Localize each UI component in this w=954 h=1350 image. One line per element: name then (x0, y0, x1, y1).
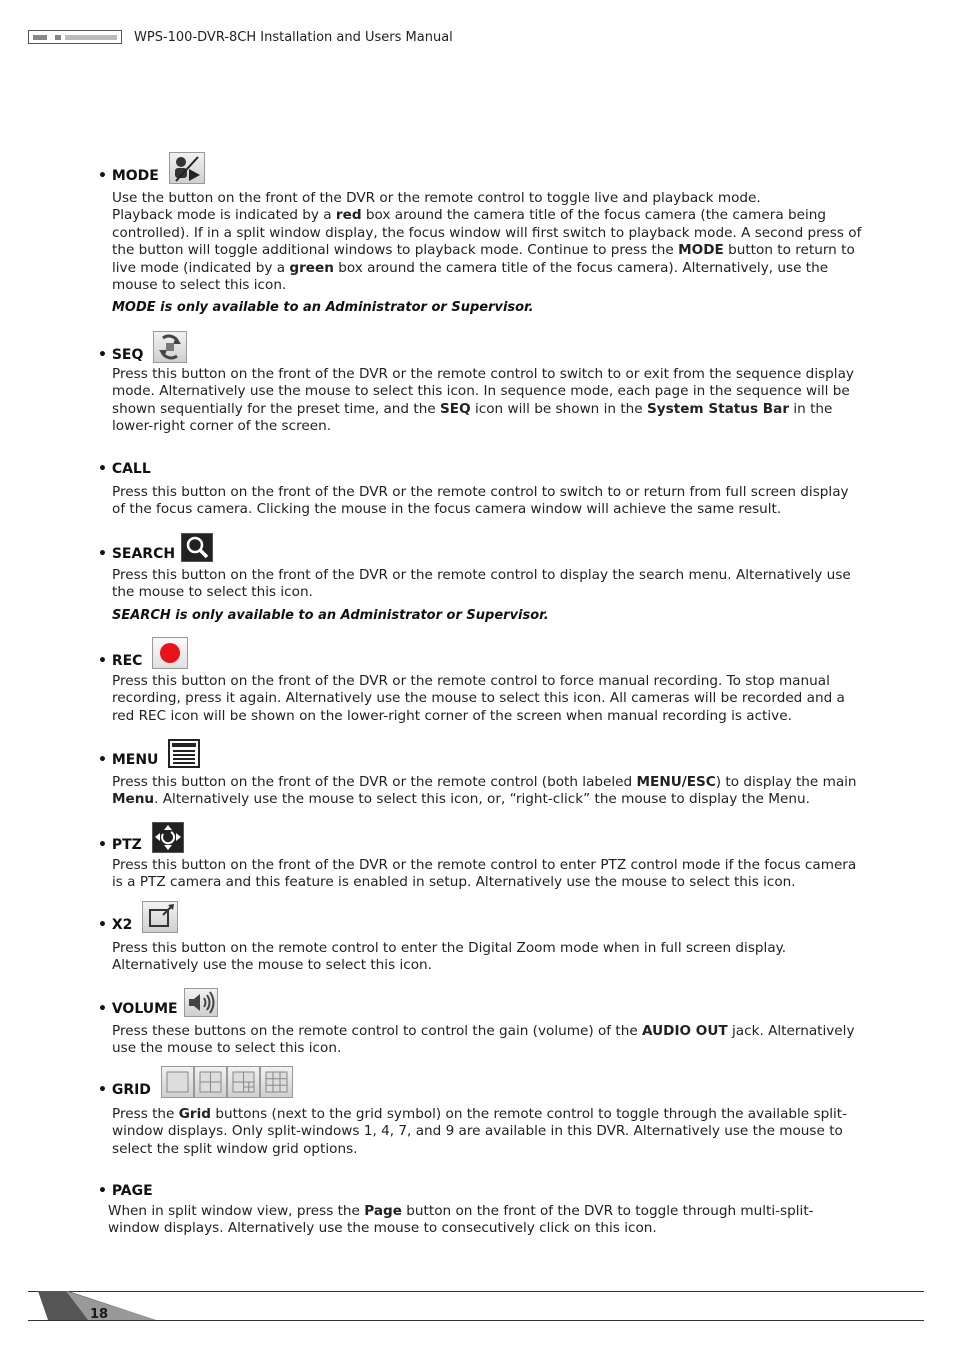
grid-icons (161, 1066, 293, 1098)
grid-7-icon[interactable] (227, 1066, 260, 1098)
search-description: Press this button on the front of the DVR or the remote control to display the search menu. Alternatively use the mouse to select this icon. (112, 567, 851, 601)
search-label: • SEARCH (98, 546, 176, 562)
search-icon[interactable] (181, 533, 213, 562)
mode-heading (98, 152, 205, 184)
brand-logo (28, 30, 122, 44)
ptz-heading (98, 822, 184, 853)
ptz-icon[interactable] (152, 822, 184, 853)
volume-heading (98, 988, 218, 1017)
footer-bottom-rule (28, 1320, 924, 1321)
menu-description: Press this button on the front of the DVR or the remote control (both labeled MENU/ESC) to display the main Menu. Alternatively use the mouse to select this icon, or, “right-click” the mouse to display the Menu. (112, 774, 857, 808)
rec-description: Press this button on the front of the DVR or the remote control to force manual recording. To stop manual recording, press it again. Alternatively use the mouse to select this icon. All cameras will be recorded and a red REC icon will be shown on the lower-right corner of the screen when manual recording is active. (112, 673, 845, 724)
grid-1-icon[interactable] (161, 1066, 194, 1098)
manual-title: WPS-100-DVR-8CH Installation and Users Manual (134, 30, 453, 45)
ptz-description: Press this button on the front of the DVR or the remote control to enter PTZ control mode if the focus camera is a PTZ camera and this feature is enabled in setup. Alternatively use the mouse to select this icon. (112, 857, 857, 891)
record-icon[interactable] (152, 637, 188, 669)
mode-label: • MODE (98, 168, 159, 184)
grid-heading (98, 1066, 293, 1098)
mode-note: MODE is only available to an Administrator or Supervisor. (112, 300, 534, 315)
grid-9-icon[interactable] (260, 1066, 293, 1098)
page-description: When in split window view, press the Page button on the front of the DVR to toggle through multi-split-window displays. Alternatively use the mouse to consecutively click on this icon. (108, 1203, 814, 1237)
volume-label: • VOLUME (98, 1001, 178, 1017)
footer-top-rule (28, 1291, 924, 1292)
call-description: Press this button on the front of the DVR or the remote control to switch to or return from full screen display of the focus camera. Clicking the mouse in the focus camera window will achieve the same result. (112, 484, 849, 518)
ptz-label: • PTZ (98, 837, 142, 853)
grid-label: • GRID (98, 1082, 151, 1098)
seq-description: Press this button on the front of the DVR or the remote control to switch to or exit from the sequence display mode. Alternatively use the mouse to select this icon. In sequence mode, each page in the sequence will be shown sequentially for the preset time, and the SEQ icon will be shown in the System Status Bar in the lower-right corner of the screen. (112, 366, 854, 435)
menu-heading (98, 739, 200, 768)
volume-description: Press these buttons on the remote control to control the gain (volume) of the AUDIO OUT jack. Alternatively use the mouse to select this icon. (112, 1023, 855, 1057)
page-label: • PAGE (98, 1183, 153, 1199)
mode-icon[interactable] (169, 152, 205, 184)
rec-heading (98, 637, 188, 669)
call-heading (98, 461, 151, 477)
search-note: SEARCH is only available to an Administrator or Supervisor. (112, 608, 549, 623)
sequence-icon[interactable] (153, 331, 187, 363)
rec-label: • REC (98, 653, 143, 669)
search-heading (98, 533, 213, 562)
menu-icon[interactable] (168, 739, 200, 768)
x2-description: Press this button on the remote control to enter the Digital Zoom mode when in full screen display. Alternatively use the mouse to select this icon. (112, 940, 787, 974)
mode-description: Use the button on the front of the DVR or the remote control to toggle live and playback mode. Playback mode is indicated by a red box around the camera title of the focus camera (the camera being controlled). If in a split window display, the focus window will first switch to playback mode. A second press of the button will toggle additional windows to playback mode. Continue to press the MODE button to return to live mode (indicated by a green box around the camera title of the focus camera). Alternatively, use the mouse to select this icon. (112, 190, 862, 294)
grid-4-icon[interactable] (194, 1066, 227, 1098)
seq-heading (98, 331, 187, 363)
x2-heading (98, 901, 178, 933)
page-heading (98, 1183, 153, 1199)
grid-description: Press the Grid buttons (next to the grid symbol) on the remote control to toggle through the available split-window displays. Only split-windows 1, 4, 7, and 9 are available in this DVR. Alternatively use the mouse to select the split window grid options. (112, 1106, 847, 1157)
menu-label: • MENU (98, 752, 159, 768)
page-number: 18 (90, 1307, 109, 1322)
seq-label: • SEQ (98, 347, 144, 363)
speaker-icon[interactable] (184, 988, 218, 1017)
x2-label: • X2 (98, 917, 133, 933)
zoom-icon[interactable] (142, 901, 178, 933)
call-label: • CALL (98, 461, 151, 477)
